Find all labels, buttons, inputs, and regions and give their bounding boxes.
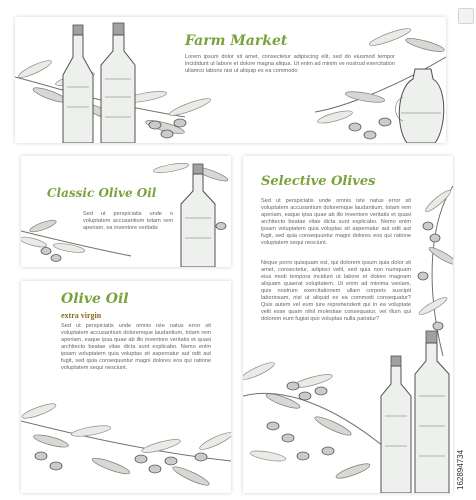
- banner2-text: Sed ut perspiciatis unde o voluptatem accusantium totam rem aperiam, ea inventore veritatis: [83, 211, 173, 231]
- stock-id: 162894734: [456, 449, 465, 490]
- banner4-text-1: Sed ut perspiciatis unde omnis iste natus error sit voluptatem accusantium doloremque laudantium, totam rem aperiam, eaque ipsa quae ab illo inventore veritatis et quasi architecto beatae vitae dicta sunt explicabo. Nemo enim ipsam voluptatem quia voluptas sit aspernatur aut odit aut fugit, sed quia consequuntur magni dolores eos qui ratione voluptatem sequi nesciunt.: [261, 198, 411, 246]
- banner4-title: Selective Olives: [261, 174, 376, 189]
- banner2-title: Classic Olive Oil: [47, 186, 157, 200]
- stock-logo-icon: [458, 8, 474, 24]
- banner3-title: Olive Oil: [61, 291, 129, 307]
- banner3-subtitle: extra virgin: [61, 311, 102, 320]
- banner3-text: Sed ut perspiciatis unde omnis iste natus error sit voluptatem accusantium doloremque laudantium, totam rem aperiam, eaque ipsa quae ab illo inventore veritatis et quasi architecto beatae vitae dicta sunt explicabo. Nemo enim ipsam voluptatem quia voluptas sit aspernatur aut odit aut fugit, sed quia consequuntur magni dolores eos qui ratione voluptatem sequi nesciunt.: [61, 323, 211, 371]
- selective-olives-banner: [243, 156, 453, 493]
- banner1-title: Farm Market: [185, 33, 288, 49]
- banner1-text: Lorem ipsum dolor sit amet, consectetur adipiscing elit, sed do eiusmod tempor incididunt ut labore et dolore magna aliqua. Ut enim ad minim ve nostrud exercitation ullamco laboris nisi ut aliquip ex ea commodo: [185, 54, 395, 74]
- banner4-text-2: Neque porro quisquam est, qui dolorem ipsum quia dolor sit amet, consectetur, adipisci velit, sed quia non numquam eius modi tempora incidunt ut labore et dolore magnam aliquam quaerat voluptatem. Ut enim ad minima veniam, quis nostrum exercitationem ullam corporis suscipit laboriosam, nisi ut aliquid ex ea commodi consequatur? Quis autem vel eum iure reprehenderit qui in ea voluptate velit esse quam nihil molestiae consequatur, vel illum qui dolorem eum fugiat quo voluptas nulla pariatur?: [261, 260, 411, 322]
- classic-olive-oil-banner: [21, 156, 231, 267]
- stock-sidebar: [455, 0, 476, 500]
- olive-branch-illustration: [21, 281, 231, 493]
- olive-oil-extra-virgin-banner: [21, 281, 231, 493]
- farm-market-banner: [15, 17, 446, 143]
